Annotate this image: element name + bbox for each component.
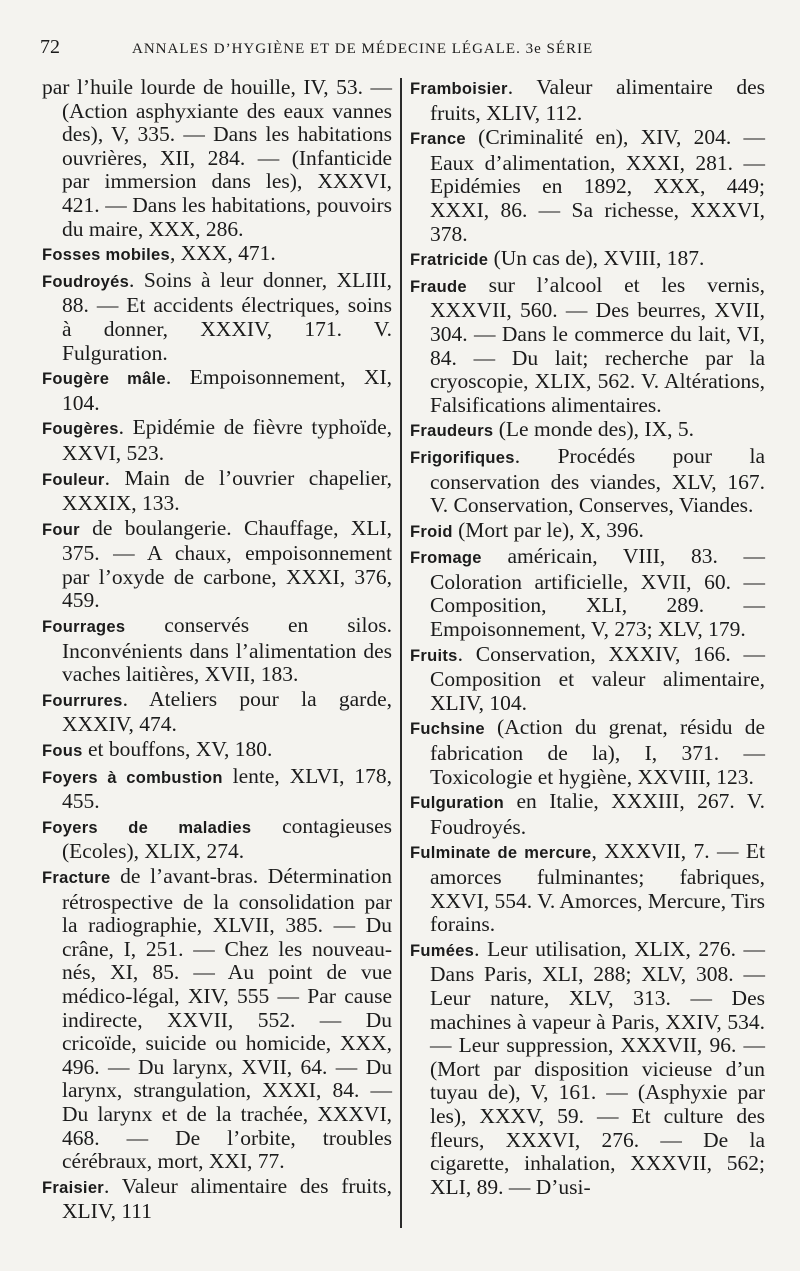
- index-entry: [42, 76, 392, 241]
- index-entry: [410, 126, 765, 246]
- index-entry: [42, 614, 392, 687]
- entry-headword: Fraisier: [42, 1178, 105, 1197]
- entry-headword: Fulguration: [410, 794, 505, 813]
- entry-headword: Fraudeurs: [410, 422, 494, 441]
- index-entry: [42, 815, 392, 864]
- entry-headword: Fruits: [410, 646, 458, 665]
- index-entry: [410, 545, 765, 641]
- entry-text: de l’avant-bras. Détermination rétrospective de la consolidation par la radiographie, XLVII, 385. — Du crâne, I, 251. — Chez les nouveau-nés, XI, 85. — Au point de vue médico-légal, XIV, 555 — Par cause indirecte, XXVII, 552. — Du cricoïde, suicide ou homicide, XXX, 496. — Du larynx, XVII, 64. — Du larynx, strangulation, XXXI, 84. — Du larynx et de la trachée, XXXVI, 468. — De l’orbite, troubles cérébraux, mort, XXI, 77.: [62, 864, 392, 1174]
- entry-text: sur l’alcool et les vernis, XXXVII, 560. — Des beurres, XVII, 304. — Dans le commerce du lait, VI, 84. — Du lait; recherche par la cryoscopie, XLIX, 562. V. Altérations, Falsifications alimentaires.: [430, 272, 765, 417]
- index-entry: [42, 416, 392, 465]
- entry-text: contagieuses (Ecoles), XLIX, 274.: [62, 813, 392, 864]
- index-entry: [42, 467, 392, 516]
- entry-text: (Criminalité en), XIV, 204. — Eaux d’alimentation, XXXI, 281. — Epidémies en 1892, XXX, 449; XXXI, 86. — Sa richesse, XXXVI, 378.: [430, 125, 765, 246]
- index-entry: [42, 242, 392, 268]
- entry-headword: Fougères: [42, 420, 119, 439]
- column-divider: [400, 78, 402, 1228]
- entry-text: . Empoisonnement, XI, 104.: [62, 365, 392, 415]
- entry-text: américain, VIII, 83. — Coloration artificielle, XVII, 60. — Composition, XLI, 289. — Empoisonnement, V, 273; XLV, 179.: [430, 544, 765, 642]
- entry-text: . Soins à leur donner, XLIII, 88. — Et accidents électriques, soins à donner, XXXIV, 171. V. Fulguration.: [62, 267, 392, 365]
- index-entry: [410, 938, 765, 1200]
- entry-text: de boulangerie. Chauffage, XLI, 375. — A chaux, empoisonnement par l’oxyde de carbone, XXXI, 376, 459.: [62, 515, 392, 613]
- entry-text: (Action du grenat, résidu de fabrication de la), I, 371. — Toxicologie et hygiène, XXVIII, 123.: [430, 715, 765, 789]
- entry-headword: Fulminate de mercure: [410, 844, 592, 863]
- entry-text: (Un cas de), XVIII, 187.: [488, 246, 705, 271]
- right-column: [410, 76, 765, 1200]
- entry-text: (Mort par le), X, 396.: [452, 517, 644, 542]
- index-entry: [42, 366, 392, 415]
- index-entry: [410, 247, 765, 273]
- entry-text: . Valeur alimentaire des fruits, XLIV, 112.: [430, 75, 765, 125]
- entry-headword: France: [410, 130, 466, 149]
- entry-text: . Ateliers pour la garde, XXXIV, 474.: [62, 686, 392, 737]
- entry-headword: Fumées: [410, 941, 475, 960]
- index-entry: [410, 418, 765, 444]
- entry-text: et bouffons, XV, 180.: [82, 737, 273, 762]
- entry-headword: Fourrures: [42, 691, 123, 710]
- entry-headword: Framboisier: [410, 80, 508, 98]
- entry-text: . Conservation, XXXIV, 166. — Composition et valeur alimentaire, XLIV, 104.: [430, 641, 765, 715]
- index-entry: [42, 738, 392, 764]
- entry-headword: Froid: [410, 522, 453, 541]
- index-entry: [410, 840, 765, 936]
- entry-text: . Valeur alimentaire des fruits, XLIV, 111: [62, 1173, 392, 1224]
- entry-text: conservés en silos. Inconvénients dans l’alimentation des vaches laitières, XVII, 183.: [62, 613, 392, 687]
- page-number: 72: [40, 36, 60, 58]
- entry-text: en Italie, XXXIII, 267. V. Foudroyés.: [430, 789, 765, 839]
- index-entry: [410, 76, 765, 125]
- entry-text: , XXXVII, 7. — Et amorces fulminantes; fabriques, XXVI, 554. V. Amorces, Mercure, Tirs forains.: [430, 839, 765, 937]
- entry-text: par l’huile lourde de houille, IV, 53. — (Action asphyxiante des eaux vannes des), V, 335. — Dans les habitations ouvrières, XII, 284. — (Infanticide par immersion dans les), XXXVI, 421. — Dans les habitations, pouvoirs du maire, XXX, 286.: [42, 75, 392, 241]
- entry-text: . Procédés pour la conservation des viandes, XLV, 167. V. Conservation, Conserves, Viandes.: [430, 443, 765, 518]
- running-title: ANNALES D’HYGIÈNE ET DE MÉDECINE LÉGALE. 3e SÉRIE: [132, 41, 594, 57]
- index-entry: [410, 716, 765, 789]
- entry-text: . Leur utilisation, XLIX, 276. — Dans Paris, XLI, 288; XLV, 308. — Leur nature, XLV, 313. — Des machines à vapeur à Paris, XXIV, 534. — Leur suppression, XXXVII, 96. — (Mort par disposition vicieuse d’un tuyau de), V, 161. — (Asphyxie par les), XXXV, 59. — Et culture des fleurs, XXXVI, 276. — De la cigarette, inhalation, XXXVII, 562; XLI, 89. — D’usi-: [430, 936, 765, 1199]
- index-entry: [42, 517, 392, 613]
- entry-headword: Fougère mâle: [42, 370, 166, 389]
- index-entry: [410, 643, 765, 716]
- entry-headword: Fromage: [410, 549, 482, 568]
- entry-headword: Foyers de maladies: [42, 818, 252, 837]
- index-entry: [42, 688, 392, 737]
- index-entry: [42, 269, 392, 365]
- entry-text: , XXX, 471.: [170, 241, 276, 266]
- entry-headword: Foyers à combustion: [42, 768, 223, 787]
- entry-text: . Epidémie de fièvre typhoïde, XXVI, 523.: [62, 415, 392, 465]
- entry-headword: Fosses mobiles: [42, 246, 170, 265]
- index-entry: [410, 274, 765, 418]
- page-header: [40, 36, 760, 66]
- index-entry: [410, 445, 765, 518]
- entry-headword: Frigorifiques: [410, 448, 515, 467]
- entry-headword: Fourrages: [42, 618, 126, 637]
- entry-headword: Fouleur: [42, 470, 105, 489]
- index-entry: [410, 519, 765, 545]
- entry-headword: Fracture: [42, 869, 111, 887]
- entry-text: lente, XLVI, 178, 455.: [62, 763, 393, 814]
- index-entry: [42, 765, 392, 814]
- entry-text: (Le monde des), IX, 5.: [493, 417, 694, 442]
- entry-headword: Four: [42, 520, 80, 539]
- entry-headword: Foudroyés: [42, 272, 130, 291]
- index-entry: [42, 1175, 392, 1224]
- left-column: [42, 76, 392, 1225]
- index-entry: [410, 790, 765, 839]
- entry-headword: Fuchsine: [410, 720, 485, 739]
- entry-headword: Fous: [42, 742, 83, 761]
- entry-text: . Main de l’ouvrier chapelier, XXXIX, 133.: [62, 465, 392, 516]
- entry-headword: Fraude: [410, 277, 467, 296]
- entry-headword: Fratricide: [410, 251, 489, 270]
- index-entry: [42, 865, 392, 1174]
